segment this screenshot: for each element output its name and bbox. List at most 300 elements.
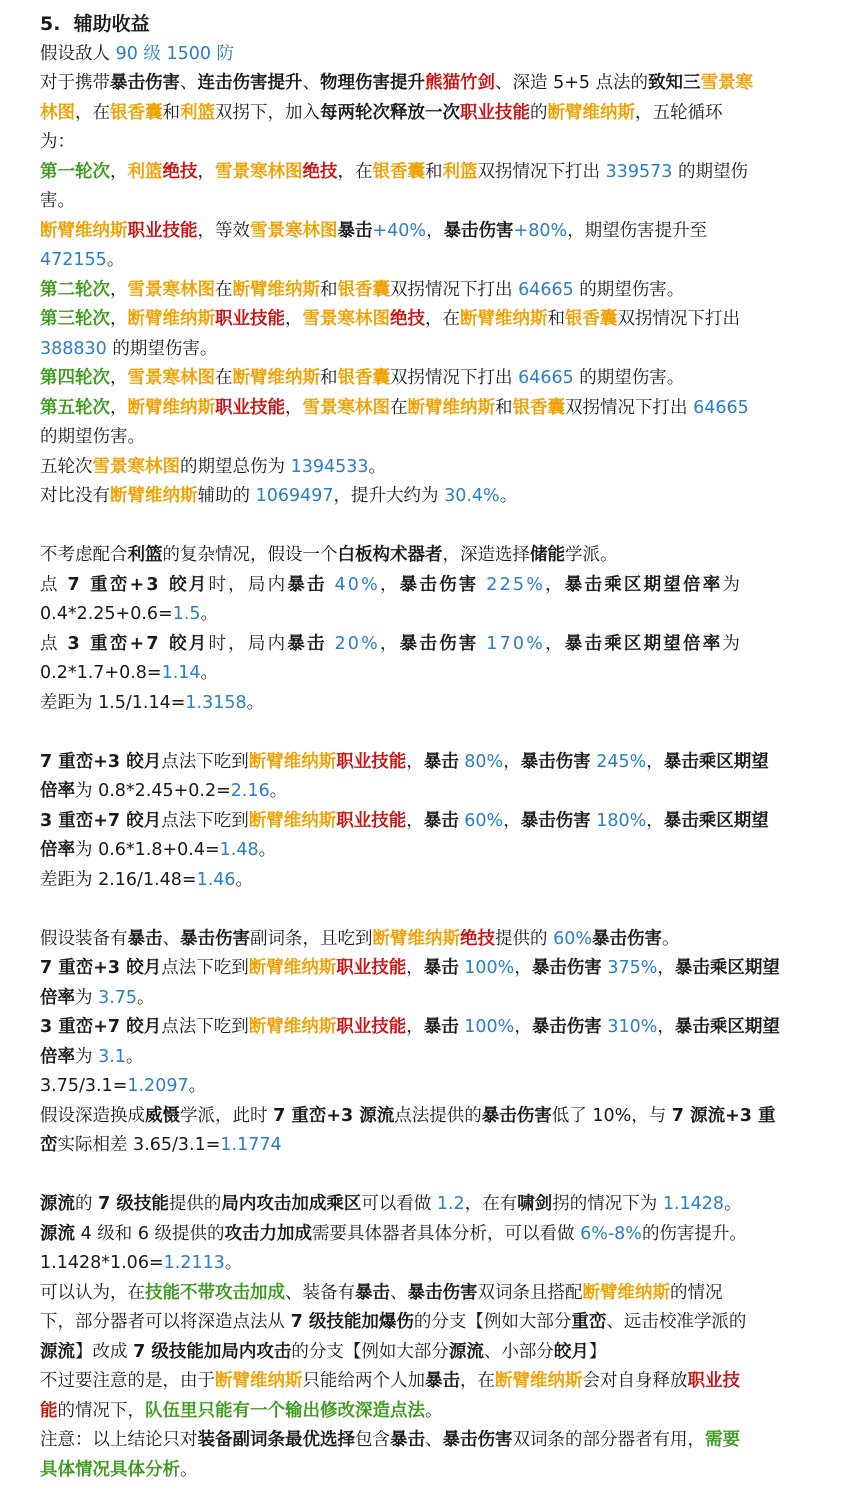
- text-run: 5.: [40, 13, 74, 35]
- text-run: 、: [180, 73, 198, 93]
- text-run: 7 源流+3 重: [671, 1105, 776, 1126]
- text-run: 245%: [596, 751, 647, 772]
- text-run: 60%: [553, 928, 592, 949]
- text-run: 第三轮次: [40, 309, 110, 329]
- text-run: 注意：以上结论只对: [40, 1430, 198, 1450]
- text-run: 为: [75, 987, 99, 1008]
- text-run: 暴击乘区期望: [674, 1017, 780, 1037]
- text-run: 点法下吃到: [161, 810, 249, 831]
- text-run: 。: [188, 1076, 207, 1096]
- text-run: 双拐下，加入: [215, 102, 320, 123]
- text-run: 暴击: [127, 928, 163, 949]
- text-run: 310%: [607, 1017, 658, 1037]
- text-run: 、深造 5+5 点法的: [495, 73, 649, 93]
- text-run: ，: [657, 958, 675, 978]
- text-run: 、: [425, 1430, 443, 1450]
- text-run: 30.4%: [444, 486, 500, 506]
- text-run: 时，局内: [208, 574, 288, 595]
- text-run: ，: [514, 1017, 532, 1037]
- text-run: 双拐情况下打出: [565, 397, 694, 418]
- text-run: 双词条且搭配: [477, 1282, 583, 1303]
- text-run: 为: [722, 574, 743, 595]
- text-run: 雪景寒林图: [302, 397, 390, 418]
- text-run: 低了 10%，与: [551, 1105, 672, 1126]
- text-run: 1.2113: [163, 1253, 225, 1273]
- text-run: 利篮: [180, 102, 215, 123]
- text-run: 断臂维纳斯: [547, 102, 635, 123]
- text-run: ，: [406, 1017, 424, 1037]
- text-run: 源流: [40, 1194, 75, 1214]
- text-run: 不过要注意的是，由于: [40, 1371, 215, 1391]
- text-run: 断臂维纳斯: [460, 309, 548, 329]
- text-run: 暴击乘区期望: [663, 751, 769, 772]
- text-line: [40, 1013, 830, 1043]
- text-run: 1.1428: [662, 1194, 725, 1214]
- text-run: ，: [110, 309, 128, 329]
- text-run: 职业技能: [336, 958, 407, 978]
- document-body: [40, 10, 830, 1485]
- text-run: 实际相差 3.65/3.1=: [57, 1135, 221, 1155]
- text-run: 熊猫竹剑: [425, 73, 495, 93]
- text-run: 为: [722, 633, 743, 654]
- text-run: 倍率: [40, 840, 75, 860]
- text-run: 队伍里只能有一个输出修改深造点法: [145, 1400, 425, 1421]
- text-run: 80%: [464, 751, 504, 772]
- text-line: [40, 158, 830, 188]
- text-run: ，: [646, 751, 664, 772]
- text-run: ，: [285, 309, 303, 329]
- text-run: 。: [200, 663, 219, 683]
- text-run: 提供的: [495, 928, 554, 949]
- text-run: 倍率: [40, 1046, 75, 1067]
- text-line: [40, 10, 830, 40]
- text-run: 170%: [486, 633, 546, 654]
- text-run: 银香囊: [512, 397, 565, 418]
- text-run: 双拐情况下打出: [390, 279, 519, 300]
- text-run: 提供的: [168, 1194, 222, 1214]
- text-run: 假设深造换成: [40, 1105, 145, 1126]
- text-run: 断臂维纳斯: [372, 928, 460, 949]
- text-line: [40, 836, 830, 866]
- text-run: 林图: [40, 102, 75, 123]
- text-run: 银香囊: [565, 309, 618, 329]
- text-run: 在: [390, 397, 408, 418]
- text-run: 7 重峦+3 源流: [273, 1105, 395, 1126]
- text-line: [40, 807, 830, 837]
- text-run: 源流: [448, 1341, 484, 1362]
- text-run: 雪景寒林图: [127, 368, 215, 388]
- text-run: 银香囊: [337, 279, 390, 300]
- text-run: 峦: [40, 1135, 58, 1155]
- text-line: [40, 69, 830, 99]
- text-run: ，: [110, 397, 128, 418]
- text-run: 为: [75, 1046, 99, 1067]
- text-run: ，: [406, 751, 424, 772]
- text-run: ，在有: [464, 1194, 518, 1214]
- blank-line: [40, 718, 830, 748]
- text-run: 暴击伤害: [442, 1430, 513, 1450]
- text-run: 具体情况具体分析: [40, 1459, 180, 1480]
- text-run: 职业技能: [336, 751, 407, 772]
- text-run: +80%: [513, 220, 568, 241]
- text-line: [40, 1426, 830, 1456]
- text-run: 源流: [40, 1341, 75, 1362]
- text-run: ，: [110, 161, 128, 182]
- text-run: 1.5: [172, 604, 201, 624]
- text-run: 1.3158: [185, 692, 247, 713]
- text-run: 和: [495, 397, 513, 418]
- text-run: 断臂维纳斯: [215, 1371, 303, 1391]
- text-run: 断臂维纳斯: [248, 810, 337, 831]
- text-run: 双拐情况下打出: [390, 368, 519, 388]
- text-run: 雪景寒: [700, 73, 754, 93]
- text-run: 绝技: [302, 161, 338, 182]
- text-run: 倍率: [40, 781, 75, 801]
- text-run: 375%: [607, 958, 658, 978]
- text-run: 7 重峦+3 皎月: [67, 574, 209, 595]
- text-run: 第一轮次: [40, 161, 110, 182]
- text-line: [40, 1102, 830, 1132]
- text-run: 60%: [464, 810, 504, 831]
- text-run: ，在: [460, 1371, 495, 1391]
- text-run: 。: [125, 1046, 144, 1067]
- text-line: [40, 364, 830, 394]
- text-run: ，: [197, 161, 215, 182]
- text-run: 雪景寒林图: [92, 456, 180, 477]
- text-line: [40, 866, 830, 896]
- text-run: ，: [545, 633, 565, 654]
- text-line: [40, 335, 830, 365]
- text-line: [40, 40, 830, 70]
- text-run: 白板构术器者: [337, 545, 443, 565]
- text-run: 能: [40, 1400, 58, 1421]
- text-run: 断臂维纳斯: [40, 220, 128, 241]
- text-run: 7 级技能: [98, 1194, 169, 1214]
- text-run: 不考虑配合: [40, 545, 128, 565]
- text-run: 暴击伤害: [591, 928, 662, 949]
- text-run: 储能: [530, 545, 565, 565]
- text-run: 暴击乘区期望倍率: [564, 574, 723, 595]
- text-run: 可以看做: [361, 1194, 437, 1214]
- text-run: 点法下吃到: [161, 958, 249, 978]
- text-run: 的期望伤: [672, 161, 748, 182]
- text-run: 225%: [486, 574, 546, 595]
- text-run: 7 重峦+3 皎月: [40, 958, 162, 978]
- text-run: 的期望伤害。: [40, 427, 145, 447]
- text-run: ，在: [337, 161, 373, 182]
- text-run: 雪景寒林图: [302, 309, 390, 329]
- text-line: [40, 571, 830, 601]
- text-run: 1069497: [255, 486, 334, 506]
- text-run: 暴击伤害: [531, 1017, 602, 1037]
- text-run: 职业技: [687, 1371, 740, 1391]
- text-run: 的情况: [670, 1282, 723, 1303]
- text-run: 。: [724, 1194, 742, 1214]
- text-run: 1.1774: [220, 1135, 282, 1155]
- text-line: [40, 630, 830, 660]
- text-run: 。: [425, 1400, 443, 1421]
- text-run: 。: [180, 1459, 198, 1480]
- text-run: ，: [110, 368, 128, 388]
- text-run: 五轮次: [40, 456, 93, 477]
- text-run: 1394533: [290, 456, 369, 477]
- text-run: 。: [246, 692, 265, 713]
- text-run: 暴击: [390, 1430, 425, 1450]
- text-run: ，: [503, 810, 521, 831]
- text-run: 暴击伤害: [407, 1282, 478, 1303]
- text-run: 180%: [596, 810, 647, 831]
- text-line: [40, 394, 830, 424]
- text-run: 1.46: [196, 869, 236, 890]
- text-run: 7 级技能加局内攻击: [133, 1341, 292, 1362]
- text-run: 。: [235, 869, 254, 890]
- text-run: 断臂维纳斯: [248, 1017, 337, 1037]
- text-run: 、: [162, 928, 180, 949]
- text-run: 暴击伤害: [531, 958, 602, 978]
- text-line: [40, 99, 830, 129]
- text-run: 暴击伤害: [110, 73, 180, 93]
- text-line: [40, 217, 830, 247]
- text-run: 啸剑: [517, 1194, 553, 1214]
- text-run: 339573: [605, 161, 673, 182]
- text-run: 副词条，且吃到: [250, 928, 373, 949]
- text-run: 】: [588, 1341, 607, 1362]
- text-run: 职业技能: [336, 810, 407, 831]
- text-run: 暴击伤害: [520, 810, 591, 831]
- text-run: 的分支【例如大部分: [413, 1312, 572, 1332]
- text-run: 物理伤害提升: [320, 73, 425, 93]
- text-run: ，五轮循环: [635, 102, 723, 123]
- text-run: 致知三: [648, 73, 701, 93]
- text-run: 暴击: [337, 220, 373, 241]
- text-line: [40, 305, 830, 335]
- text-run: 和: [547, 309, 565, 329]
- blank-line: [40, 512, 830, 542]
- text-run: 断臂维纳斯: [232, 279, 320, 300]
- text-run: 假设敌人: [40, 43, 116, 64]
- text-run: 攻击力加成: [224, 1223, 313, 1244]
- text-run: ，: [657, 1017, 675, 1037]
- text-run: 90 级 1500 防: [115, 43, 235, 64]
- text-run: 差距为 1.5/1.14=: [40, 692, 186, 713]
- text-run: 、小部分: [483, 1341, 554, 1362]
- text-run: 暴击: [287, 574, 327, 595]
- text-line: [40, 453, 830, 483]
- text-run: 每两轮次释放一次: [320, 102, 460, 123]
- text-run: 100%: [464, 958, 515, 978]
- text-run: 和: [320, 368, 338, 388]
- text-run: 3 重峦+7 皎月: [40, 1017, 162, 1037]
- text-run: 6%-8%: [580, 1223, 642, 1244]
- text-run: 0.4*2.25+0.6=: [40, 604, 173, 624]
- text-run: 3 重峦+7 皎月: [40, 810, 162, 831]
- text-run: 需要: [705, 1430, 740, 1450]
- text-line: [40, 984, 830, 1014]
- text-run: 银香囊: [372, 161, 425, 182]
- text-line: [40, 1367, 830, 1397]
- text-run: 利篮: [127, 161, 163, 182]
- text-run: ，: [646, 810, 664, 831]
- text-run: 、: [302, 73, 320, 93]
- text-run: 断臂维纳斯: [110, 486, 198, 506]
- text-line: [40, 1397, 830, 1427]
- text-run: 皎月: [553, 1341, 589, 1362]
- text-run: 7 级技能加爆伤: [290, 1312, 414, 1332]
- text-run: 20%: [334, 633, 380, 654]
- text-run: 断臂维纳斯: [495, 1371, 583, 1391]
- text-run: 1.48: [219, 840, 259, 860]
- text-run: 、远击校准学派的: [606, 1312, 747, 1332]
- text-run: ，提升大约为: [333, 486, 445, 506]
- text-run: 。: [499, 486, 518, 506]
- text-line: [40, 276, 830, 306]
- text-run: 职业技能: [336, 1017, 407, 1037]
- text-run: 和: [162, 102, 180, 123]
- text-run: 暴击: [355, 1282, 390, 1303]
- text-run: 4 级和 6 级提供的: [75, 1223, 225, 1244]
- text-line: [40, 1072, 830, 1102]
- text-run: ，: [406, 958, 424, 978]
- text-run: 对于携带: [40, 73, 110, 93]
- text-run: 的: [75, 1194, 99, 1214]
- text-run: 断臂维纳斯: [127, 309, 215, 329]
- text-run: 差距为 2.16/1.48=: [40, 869, 197, 890]
- text-run: 第二轮次: [40, 279, 110, 300]
- text-run: 双拐情况下打出: [617, 309, 740, 329]
- text-run: 暴击伤害: [180, 928, 250, 949]
- text-run: ，: [406, 810, 424, 831]
- text-line: [40, 482, 830, 512]
- text-run: 3.75: [98, 987, 138, 1008]
- text-run: 暴击乘区期望: [663, 810, 769, 831]
- text-run: ，: [503, 751, 521, 772]
- text-line: [40, 600, 830, 630]
- text-run: 7 重峦+3 皎月: [40, 751, 162, 772]
- text-run: 断臂维纳斯: [248, 751, 337, 772]
- text-line: [40, 689, 830, 719]
- text-line: [40, 1338, 830, 1368]
- text-run: 3.75/3.1=: [40, 1076, 128, 1096]
- text-run: 点法下吃到: [161, 1017, 249, 1037]
- text-line: [40, 246, 830, 276]
- text-run: 暴击伤害: [481, 1105, 552, 1126]
- text-line: [40, 1220, 830, 1250]
- text-run: 暴击乘区期望倍率: [564, 633, 723, 654]
- text-run: 利篮: [442, 161, 478, 182]
- text-run: 。: [368, 456, 387, 477]
- text-run: 银香囊: [110, 102, 163, 123]
- text-run: 。: [200, 604, 219, 624]
- text-run: 职业技能: [127, 220, 198, 241]
- text-run: 点: [40, 574, 68, 595]
- text-run: 倍率: [40, 987, 75, 1008]
- text-line: [40, 187, 830, 217]
- text-run: ，期望伤害提升至: [567, 220, 708, 241]
- text-run: ，在: [425, 309, 460, 329]
- text-run: 64665: [518, 368, 574, 388]
- text-run: ，: [379, 574, 400, 595]
- text-run: 绝技: [460, 928, 495, 949]
- text-run: 装备副词条最优选择: [197, 1430, 355, 1450]
- text-line: [40, 1279, 830, 1309]
- text-run: 断臂维纳斯: [127, 397, 215, 418]
- text-line: [40, 541, 830, 571]
- text-run: 绝技: [162, 161, 198, 182]
- text-run: 职业技能: [215, 309, 285, 329]
- text-run: 绝技: [390, 309, 425, 329]
- text-run: ，: [545, 574, 565, 595]
- text-run: ，等效: [197, 220, 250, 241]
- text-run: 在: [215, 368, 233, 388]
- text-run: 会对自身释放: [582, 1371, 688, 1391]
- text-run: ，: [426, 220, 444, 241]
- text-run: 388830: [40, 338, 107, 359]
- text-run: 的期望伤害。: [573, 368, 685, 388]
- text-run: 时，局内: [208, 633, 288, 654]
- text-run: 源流: [40, 1223, 75, 1244]
- text-run: 第五轮次: [40, 397, 110, 418]
- text-line: [40, 1308, 830, 1338]
- text-run: 和: [320, 279, 338, 300]
- text-run: 。: [661, 928, 680, 949]
- text-run: ，深造选择: [442, 545, 530, 565]
- text-run: ，: [514, 958, 532, 978]
- text-run: 】改成: [75, 1341, 134, 1362]
- text-run: 、: [390, 1282, 408, 1303]
- text-run: 暴击伤害: [443, 220, 514, 241]
- text-run: 在: [215, 279, 233, 300]
- text-run: 的期望伤害。: [573, 279, 685, 300]
- text-run: 。: [269, 781, 288, 801]
- text-run: 为 0.8*2.45+0.2=: [75, 781, 231, 801]
- text-run: 雪景寒林图: [215, 161, 303, 182]
- text-run: 暴击: [423, 1017, 459, 1037]
- text-run: 双词条的部分器者有用，: [512, 1430, 705, 1450]
- text-run: 。: [258, 840, 277, 860]
- text-line: [40, 925, 830, 955]
- text-run: 职业技能: [460, 102, 530, 123]
- text-run: 害。: [40, 191, 75, 211]
- text-run: 的伤害提升。: [641, 1223, 747, 1244]
- text-run: 局内攻击加成乘区: [221, 1194, 362, 1214]
- text-run: 学派，此时: [180, 1105, 274, 1126]
- text-run: 的分支【例如大部分: [291, 1341, 449, 1362]
- text-line: [40, 1131, 830, 1161]
- text-line: [40, 1249, 830, 1279]
- text-run: 1.14: [161, 663, 201, 683]
- text-run: 64665: [693, 397, 749, 418]
- text-run: 3 重峦+7 皎月: [67, 633, 209, 654]
- text-run: 1.1428*1.06=: [40, 1253, 164, 1273]
- text-run: 。: [224, 1253, 243, 1273]
- text-run: 重峦: [571, 1312, 607, 1332]
- text-run: 64665: [518, 279, 574, 300]
- text-run: 银香囊: [337, 368, 390, 388]
- text-run: 为：: [40, 132, 75, 152]
- text-line: [40, 1190, 830, 1220]
- text-run: 点法下吃到: [161, 751, 249, 772]
- text-run: 暴击: [425, 1371, 460, 1391]
- blank-line: [40, 1161, 830, 1191]
- text-line: [40, 777, 830, 807]
- text-run: 暴击: [423, 751, 459, 772]
- text-run: 的期望伤害。: [106, 338, 218, 359]
- text-run: 对比没有: [40, 486, 110, 506]
- text-run: 40%: [334, 574, 380, 595]
- text-run: 点法提供的: [394, 1105, 482, 1126]
- text-run: 学派。: [565, 545, 618, 565]
- text-run: 的情况下，: [57, 1400, 145, 1421]
